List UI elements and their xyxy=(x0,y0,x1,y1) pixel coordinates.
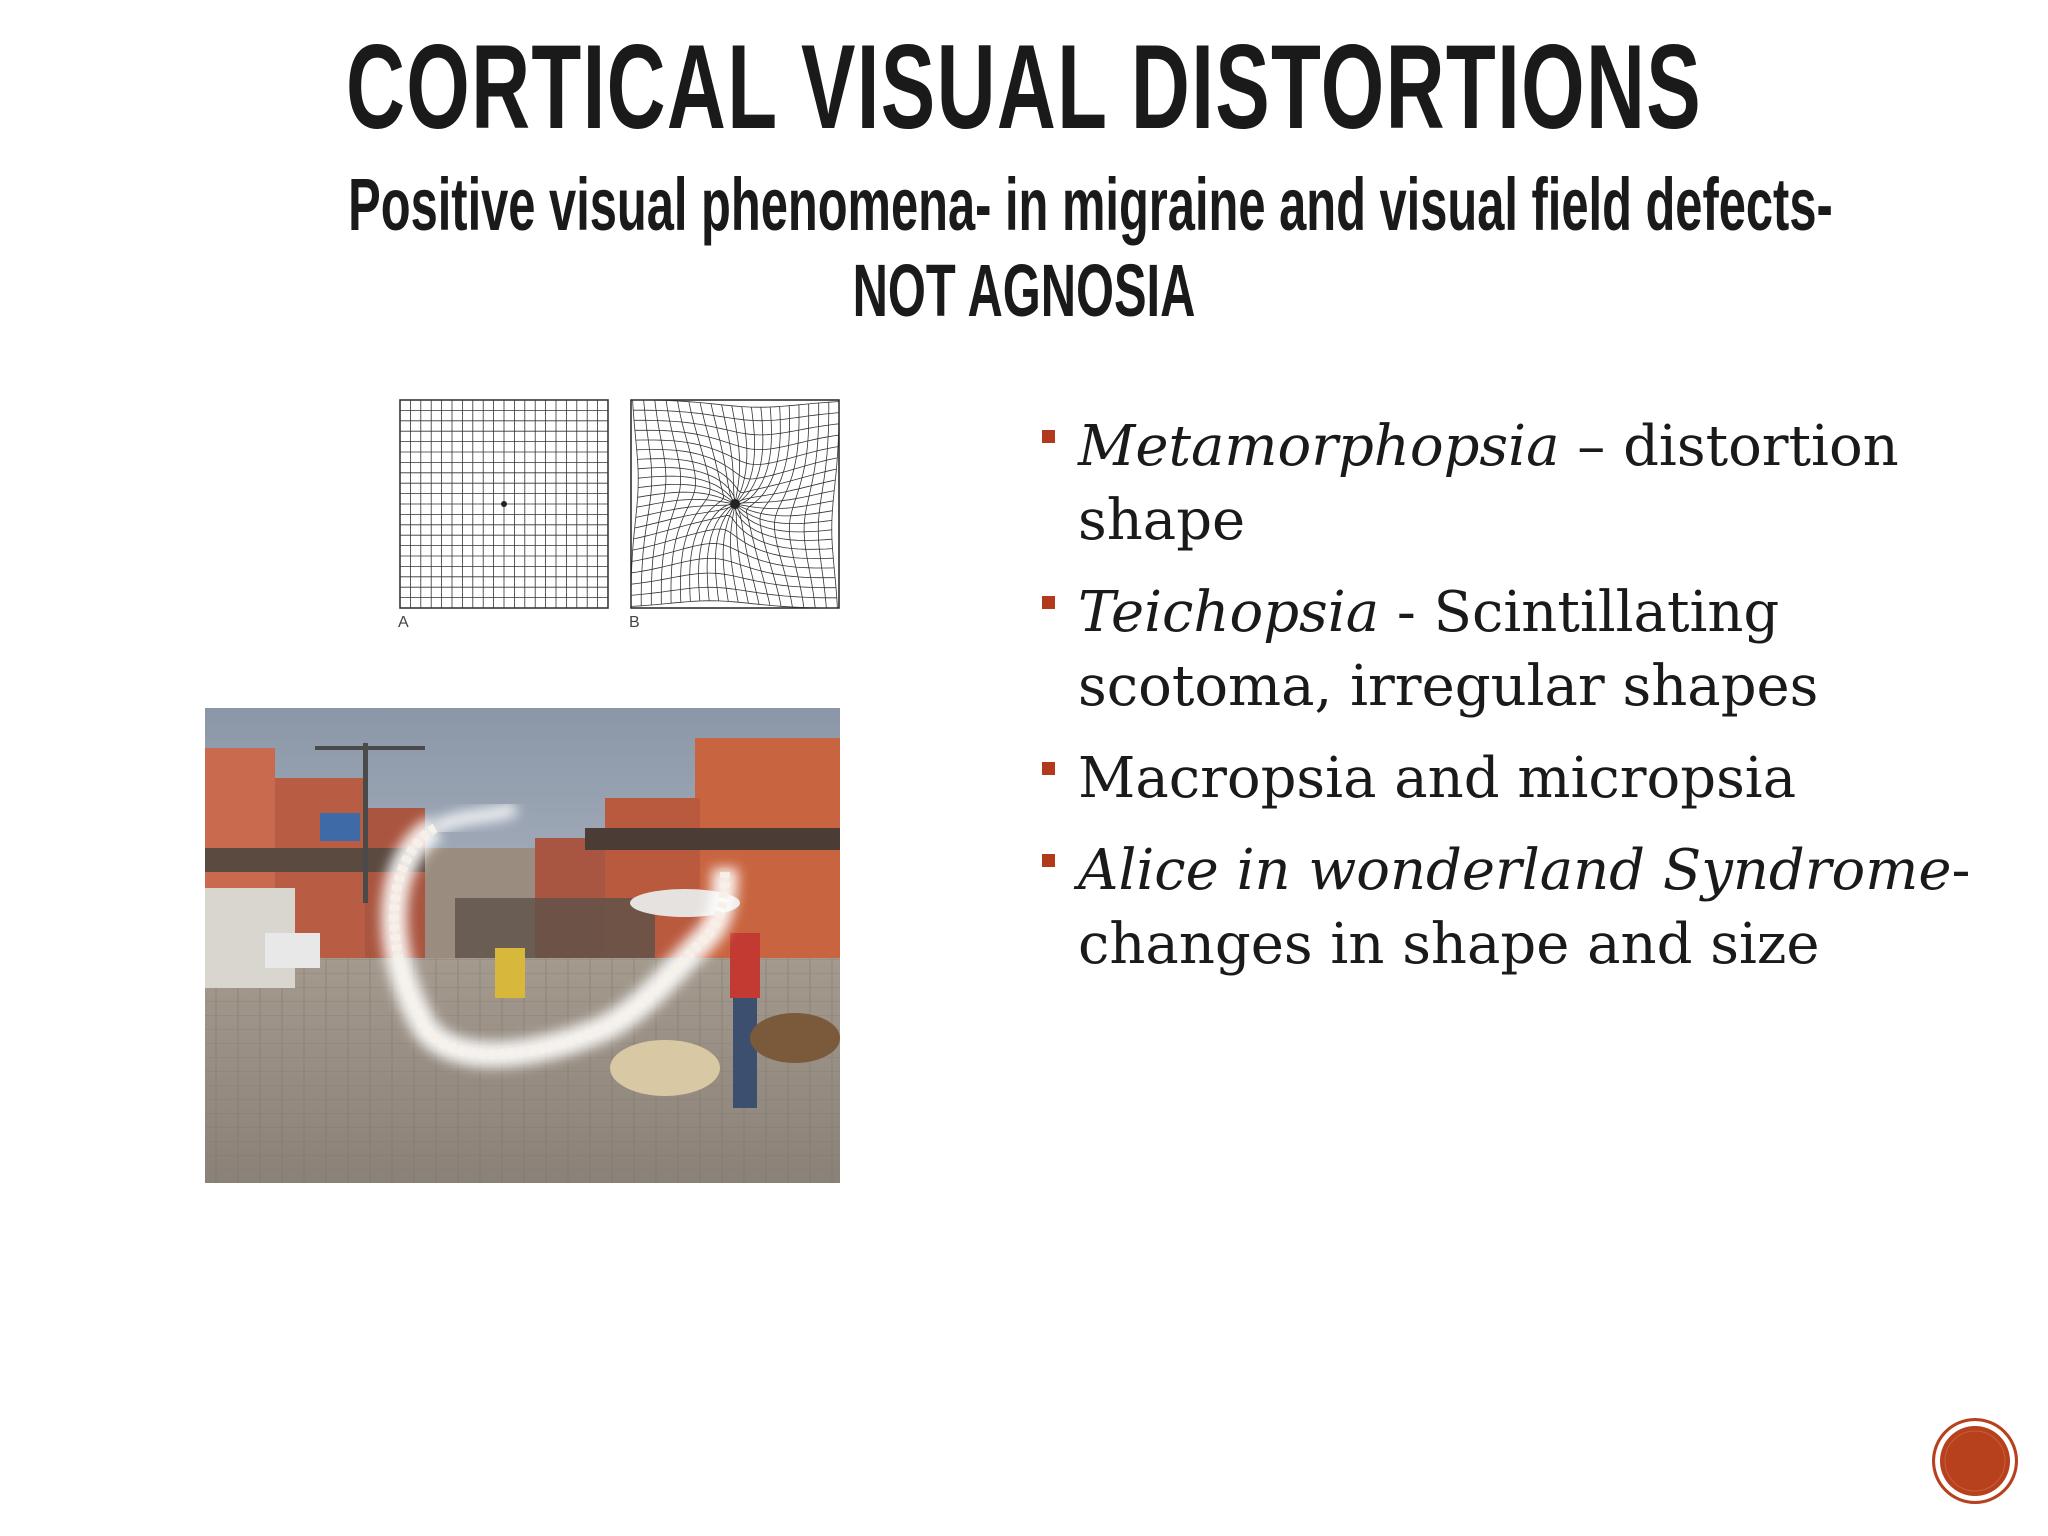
bullet-term: Alice in wonderland Syndrome xyxy=(1078,838,1952,903)
bullet-marker xyxy=(1042,430,1055,443)
bullet-teichopsia xyxy=(1040,576,2000,724)
bullet-term: Metamorphopsia xyxy=(1078,414,1560,479)
amsler-grid-b-figure xyxy=(629,398,841,610)
amsler-grid-a xyxy=(398,398,610,610)
bullet-alice-syndrome xyxy=(1040,834,2000,982)
grid-a-label: A xyxy=(398,614,409,631)
grid-b-label: B xyxy=(629,614,640,631)
bullet-text: - Scintillating scotoma, irregular shapes xyxy=(1078,580,1819,719)
amsler-grid-a-figure xyxy=(398,398,610,610)
bullet-marker xyxy=(1042,854,1055,867)
slide-subtitle xyxy=(348,162,1833,334)
next-slide-button[interactable] xyxy=(1932,1418,2018,1504)
bullet-marker xyxy=(1042,596,1055,609)
bullet-term: Teichopsia xyxy=(1078,580,1380,645)
bullet-macropsia xyxy=(1040,742,2000,816)
bullet-marker xyxy=(1042,762,1055,775)
bullet-metamorphopsia xyxy=(1040,410,2000,558)
bullet-text: Macropsia and micropsia xyxy=(1078,746,1797,811)
teichopsia-photo xyxy=(205,708,840,1183)
slide-title: CORTICAL VISUAL DISTORTIONS xyxy=(345,20,1703,154)
bullet-list xyxy=(1040,410,2000,1000)
subtitle-line-1: Positive visual phenomena- in migraine and visual field defects- xyxy=(348,163,1833,246)
bullet-text: – distortion shape xyxy=(1078,414,1899,553)
subtitle-line-2: NOT AGNOSIA xyxy=(852,249,1196,332)
bullet-text: - changes in shape and size xyxy=(1078,838,1971,977)
street-scene-image xyxy=(205,708,840,1183)
circle-nav-icon xyxy=(1935,1421,2015,1501)
amsler-grid-b xyxy=(629,398,841,610)
